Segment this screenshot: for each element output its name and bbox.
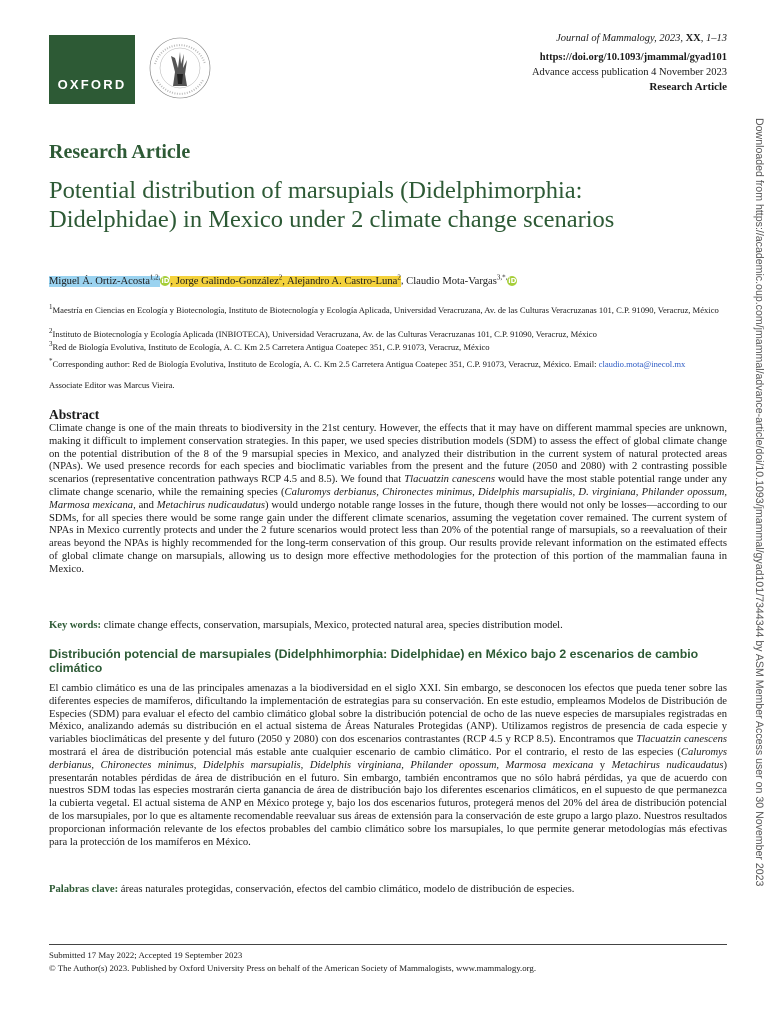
doi-link[interactable]: https://doi.org/10.1093/jmammal/gyad101 [539, 52, 727, 63]
author-sep-1: , [170, 275, 176, 287]
copyright-notice: © The Author(s) 2023. Published by Oxford University Press on behalf of the American Society of Mammalogists, www.mammalogy.org. [49, 963, 537, 973]
author-2[interactable]: Jorge Galindo-González$^2$, Alejandro A. Castro-Luna$^2$ [175, 273, 401, 287]
download-watermark: Downloaded from https://academic.oup.com/jmammal/advance-article/doi/10.1093/jmammal/gyad101/7344344 by ASM Member Access user on 30 November 2023 [753, 118, 765, 887]
oxford-logo [49, 35, 135, 104]
affiliation-3: $^3$Red de Biología Evolutiva, Instituto de Ecología, A. C. Km 2.5 Carretera Antigua Coatepec 351, C.P. 91073, Veracruz, México [49, 340, 490, 352]
abstract-heading: Abstract [49, 407, 100, 422]
corresponding-author: *Corresponding author: Red de Biología Evolutiva, Instituto de Ecología, A. C. Km 2.5 Carretera Antigua Coatepec 351, C.P. 91073, Veracruz, México. Email: claudio.mota@inecol.mx [49, 357, 686, 369]
asm-seal-icon [147, 34, 213, 102]
abstract-text: Climate change is one of the main threats to biodiversity in the 21st century. However, the effects that it may have on different mammal species are unknown, making it difficult to implement conservation strategies. In this paper, we used species distribution models (SDM) to assess the effect of global climate change on the potential distribution of the 8 of the 9 marsupial species in Mexico, and analyzed their distribution in the current system of natural protected areas (NPAs). We used presence records for each species and bioclimatic variables from the present and the future (2050 and 2080) with 2 contrasting possible scenarios (representative concentration pathways RCP 4.5 and 8.5). We found that Tlacuatzin canescens would have the most stable potential range under any climate change scenario, while the remaining species (Caluromys derbianus, Chironectes minimus, Didelphis marsupialis, D. virginiana, Philander opossum, Marmosa mexicana, and Metachirus nudicaudatus) would undergo notable range losses in the future, though there would not only be losses—according to our SDMs, for all species there would be some range gain under the different climate scenarios, assuming the vegetation cover remained. The current system of NPAs in Mexico currently protects and under the 2 future scenarios would protect less than 20% of the potential range of marsupials, so a reevaluation of their areas beyond the NPAs is highly recommended for the long-term conservation of this group. Our results provide relevant information on the estimated effects of global climate change on marsupials, allowing us to design more effective methodologies for the protection of this portion of the mammalian fauna in Mexico. [49, 423, 728, 575]
section-label: Research Article [49, 141, 191, 163]
author-1[interactable]: Miguel Á. Ortiz-Acosta$^{1,2,}$ [49, 273, 161, 287]
journal-name: Journal of Mammalogy [556, 33, 655, 44]
access-date: Advance access publication 4 November 2023 [531, 67, 727, 78]
submission-dates: Submitted 17 May 2022; Accepted 19 September 2023 [49, 950, 243, 960]
article-type: Research Article [649, 81, 727, 93]
associate-editor: Associate Editor was Marcus Vieira. [49, 380, 175, 390]
author-4[interactable]: Claudio Mota-Vargas$^{3,*,}$ [406, 273, 508, 287]
author-sep-3: , [400, 275, 407, 287]
publisher-name: OXFORD [57, 77, 127, 92]
palabras-clave: Palabras clave: áreas naturales protegidas, conservación, efectos del cambio climático, modelo de distribución de especies. [49, 884, 575, 895]
author-list [49, 273, 517, 287]
journal-year: , 2023, [654, 33, 686, 44]
journal-citation [556, 33, 727, 44]
orcid-icon[interactable]: iD [161, 276, 170, 285]
spanish-title: Distribución potencial de marsupiales (Didelphhimorphia: Didelphidae) en México bajo 2 escenarios de cambio climático [49, 647, 699, 675]
email-link[interactable]: claudio.mota@inecol.mx [598, 358, 686, 369]
article-title: Potential distribution of marsupials (Didelphimorphia: Didelphidae) in Mexico under 2 climate change scenarios [49, 177, 615, 233]
orcid-icon[interactable]: iD [508, 276, 517, 285]
spanish-abstract: El cambio climático es una de las principales amenazas a la biodiversidad en el siglo XXI. Sin embargo, se desconocen los efectos que pueda tener sobre las diferentes especies de mamíferos, dificultando la implementación de estrategias para su conservación. En este estudio, empleamos Modelos de Distribución de Especies (SDM) para evaluar el efecto del cambio climático global sobre la distribución potencial de ocho de las nueve especies de marsupiales registradas en México, analizando además su distribución en el actual sistema de Áreas Naturales Protegidas (ANP). Utilizamos registros de presencia de cada especie y variables bioclimáticas del presente y del futuro (2050 y 2080) con dos escenarios contrastantes (RCP 4.5 y RCP 8.5). Encontramos que Tlacuatzin canescens mostrará el área de distribución potencial más estable ante cualquier escenario de cambio climático. Por el contrario, el resto de las especies (Caluromys derbianus, Chironectes minimus, Didelphis marsupialis, Didelphis virginiana, Philander opossum, Marmosa mexicana y Metachirus nudicaudatus) presentarán notables pérdidas de área de distribución en el futuro. Sin embargo, también encontramos que no sólo habrá pérdidas, ya que de acuerdo con nuestros SDM todas las especies mostrarán cierta ganancia de área de distribución bajo los diferentes escenarios climáticos, en el supuesto de que permanezca la cubierta vegetal. El actual sistema de ANP en México protege y, bajo los dos escenarios futuros, protegerá menos del 20% del área de distribución potencial de los marsupiales, por lo que es altamente recomendable reevaluar sus áreas de extensión para la conservación de este grupo a largo plazo. Nuestros resultados proporcionan información relevante de los efectos probables del cambio climático sobre los marsupiales, lo que permite generar metodologías más efectivas para la protección de los mamíferos en México. [49, 683, 727, 848]
journal-volume: XX [685, 33, 701, 44]
affiliation-2: $^2$Instituto de Biotecnología y Ecología Aplicada (INBIOTECA), Universidad Veracruzana, Av. de las Culturas Veracruzanas 101, C.P. 91090, Veracruz, México [49, 327, 597, 339]
journal-pages: , 1–13 [700, 33, 727, 44]
keywords: Key words: climate change effects, conservation, marsupials, Mexico, protected natural area, species distribution model. [49, 620, 563, 631]
affiliation-1: $^1$Maestría en Ciencias en Ecología y Biotecnología, Instituto de Biotecnología y Ecología Aplicada, Universidad Veracruzana, Av. de las Culturas Veracruzanas 101, C.P. 91090, Veracruz, México [49, 303, 719, 315]
footer-divider [49, 944, 727, 945]
